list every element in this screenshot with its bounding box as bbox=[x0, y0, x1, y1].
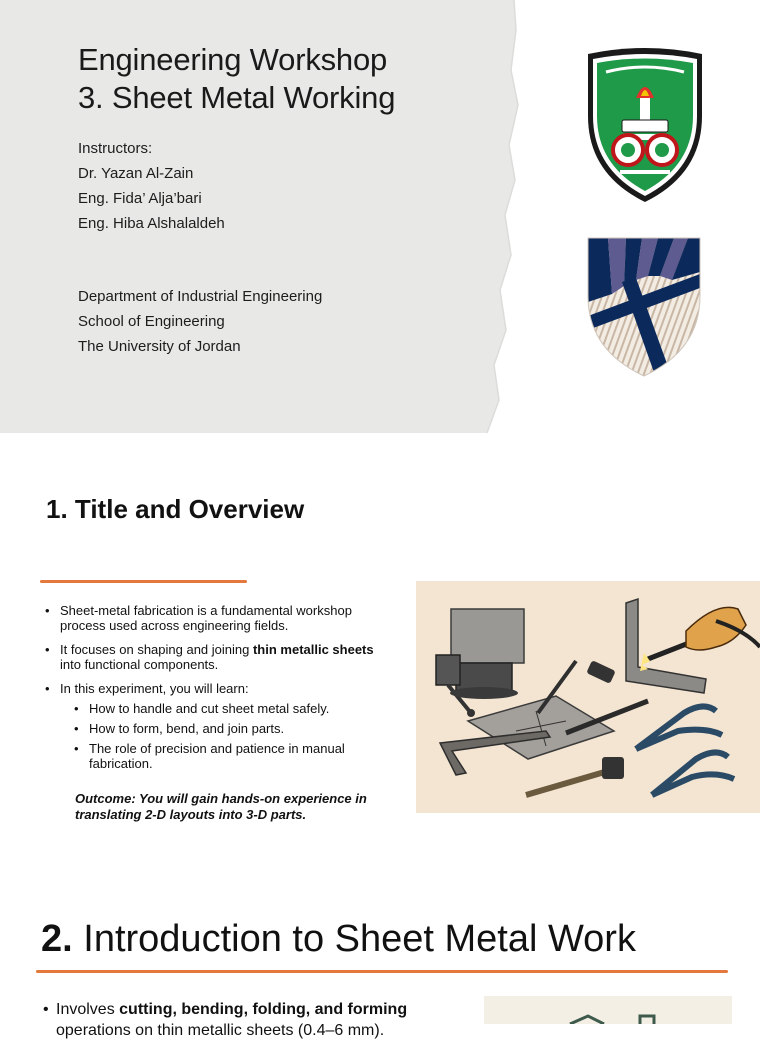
affiliation-school: School of Engineering bbox=[78, 313, 225, 330]
cover-title-line2: 3. Sheet Metal Working bbox=[78, 80, 396, 115]
bullet-text: Involves bbox=[56, 1001, 120, 1018]
instructor-name: Eng. Fida’ Alja’bari bbox=[78, 190, 202, 207]
section2-title: Introduction to Sheet Metal Work bbox=[83, 918, 636, 960]
overview-bullet-list bbox=[44, 603, 389, 776]
instructor-name: Dr. Yazan Al-Zain bbox=[78, 165, 194, 182]
bullet-emphasis: thin metallic sheets bbox=[252, 642, 374, 657]
sheet-metal-parts-illustration bbox=[484, 996, 732, 1024]
bullet-text: It focuses on shaping and joining bbox=[60, 642, 253, 657]
instructors-label: Instructors: bbox=[78, 140, 153, 157]
section1-heading bbox=[46, 494, 304, 525]
affiliation-department: Department of Industrial Engineering bbox=[78, 288, 323, 305]
bullet-text: into functional components. bbox=[60, 657, 219, 672]
instructor-name: Eng. Hiba Alshalaldeh bbox=[78, 215, 225, 232]
list-item: • Sheet-metal fabrication is a fundamental workshop process used across engineering fields. bbox=[44, 603, 389, 633]
sub-list-item: • How to form, bend, and join parts. bbox=[44, 721, 389, 736]
section1-title: Title and Overview bbox=[74, 494, 305, 524]
university-crest-icon bbox=[582, 46, 708, 206]
cover-title-line1: Engineering Workshop bbox=[78, 42, 388, 77]
engineering-shield-icon bbox=[586, 232, 702, 378]
section1-number: 1. bbox=[46, 494, 68, 524]
section2-heading bbox=[41, 918, 636, 961]
sheet-metal-tools-illustration bbox=[416, 581, 760, 813]
sub-list-item: • The role of precision and patience in manual fabrication. bbox=[44, 741, 389, 771]
list-item bbox=[42, 999, 462, 1041]
section2-number: 2. bbox=[41, 918, 73, 960]
section1-rule bbox=[40, 580, 247, 583]
affiliation-university: The University of Jordan bbox=[78, 338, 241, 355]
intro-bullet-list bbox=[42, 999, 462, 1050]
sub-list-item: • How to handle and cut sheet metal safely. bbox=[44, 701, 389, 716]
section2-rule bbox=[36, 970, 728, 973]
bullet-text: operations on thin metallic sheets (0.4–6 mm). bbox=[56, 1022, 385, 1039]
cover-section bbox=[0, 0, 768, 433]
bullet-emphasis: cutting, bending, folding, and forming bbox=[119, 1001, 408, 1018]
outcome-statement: Outcome: You will gain hands-on experience in translating 2-D layouts into 3-D parts. bbox=[75, 791, 367, 822]
list-item: • In this experiment, you will learn: bbox=[44, 681, 389, 696]
list-item bbox=[44, 642, 389, 672]
